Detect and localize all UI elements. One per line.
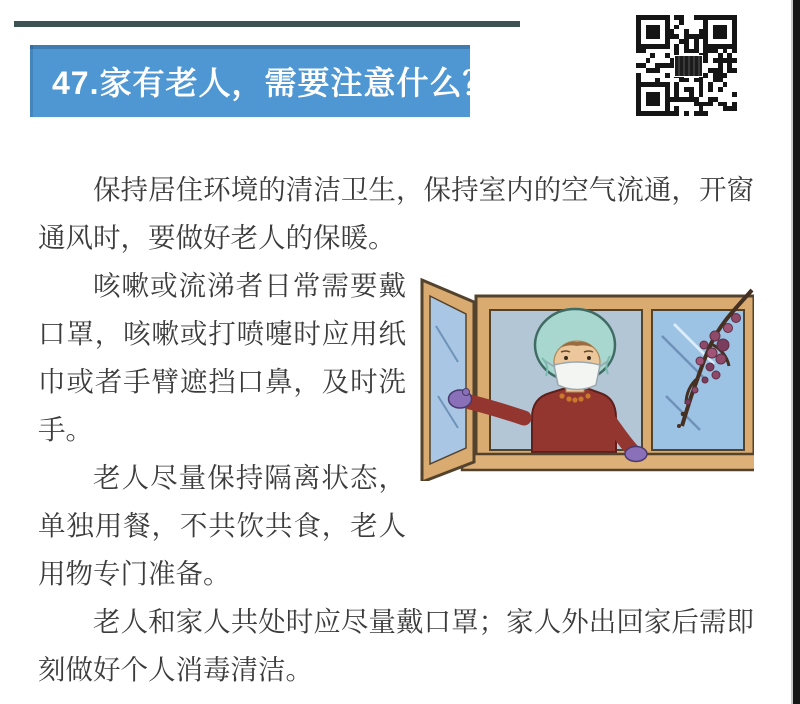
paragraph-disinfection: 老人和家人共处时应尽量戴口罩；家人外出回家后需即刻做好个人消毒清洁。 xyxy=(38,606,754,685)
paragraph-ventilation: 保持居住环境的清洁卫生，保持室内的空气流通，开窗通风时，要做好老人的保暖。 xyxy=(38,174,754,253)
page-title: 47.家有老人，需要注意什么？ xyxy=(52,65,496,101)
paragraph-isolation: 老人尽量保持隔离状态，单独用餐，不共饮共食，老人用物专门准备。 xyxy=(38,462,406,589)
body-text xyxy=(38,166,754,694)
qr-code-center-logo xyxy=(674,55,703,77)
illustration-container xyxy=(414,266,754,592)
qr-module xyxy=(732,111,737,116)
title-banner xyxy=(30,45,496,117)
page-edge-strip xyxy=(791,0,800,704)
window-illustration-icon xyxy=(414,266,754,481)
top-accent-line xyxy=(14,21,520,27)
paragraph-mask-cough: 咳嗽或流涕者日常需要戴口罩，咳嗽或打喷嚏时应用纸巾或者手臂遮挡口鼻，及时洗手。 xyxy=(38,270,406,445)
